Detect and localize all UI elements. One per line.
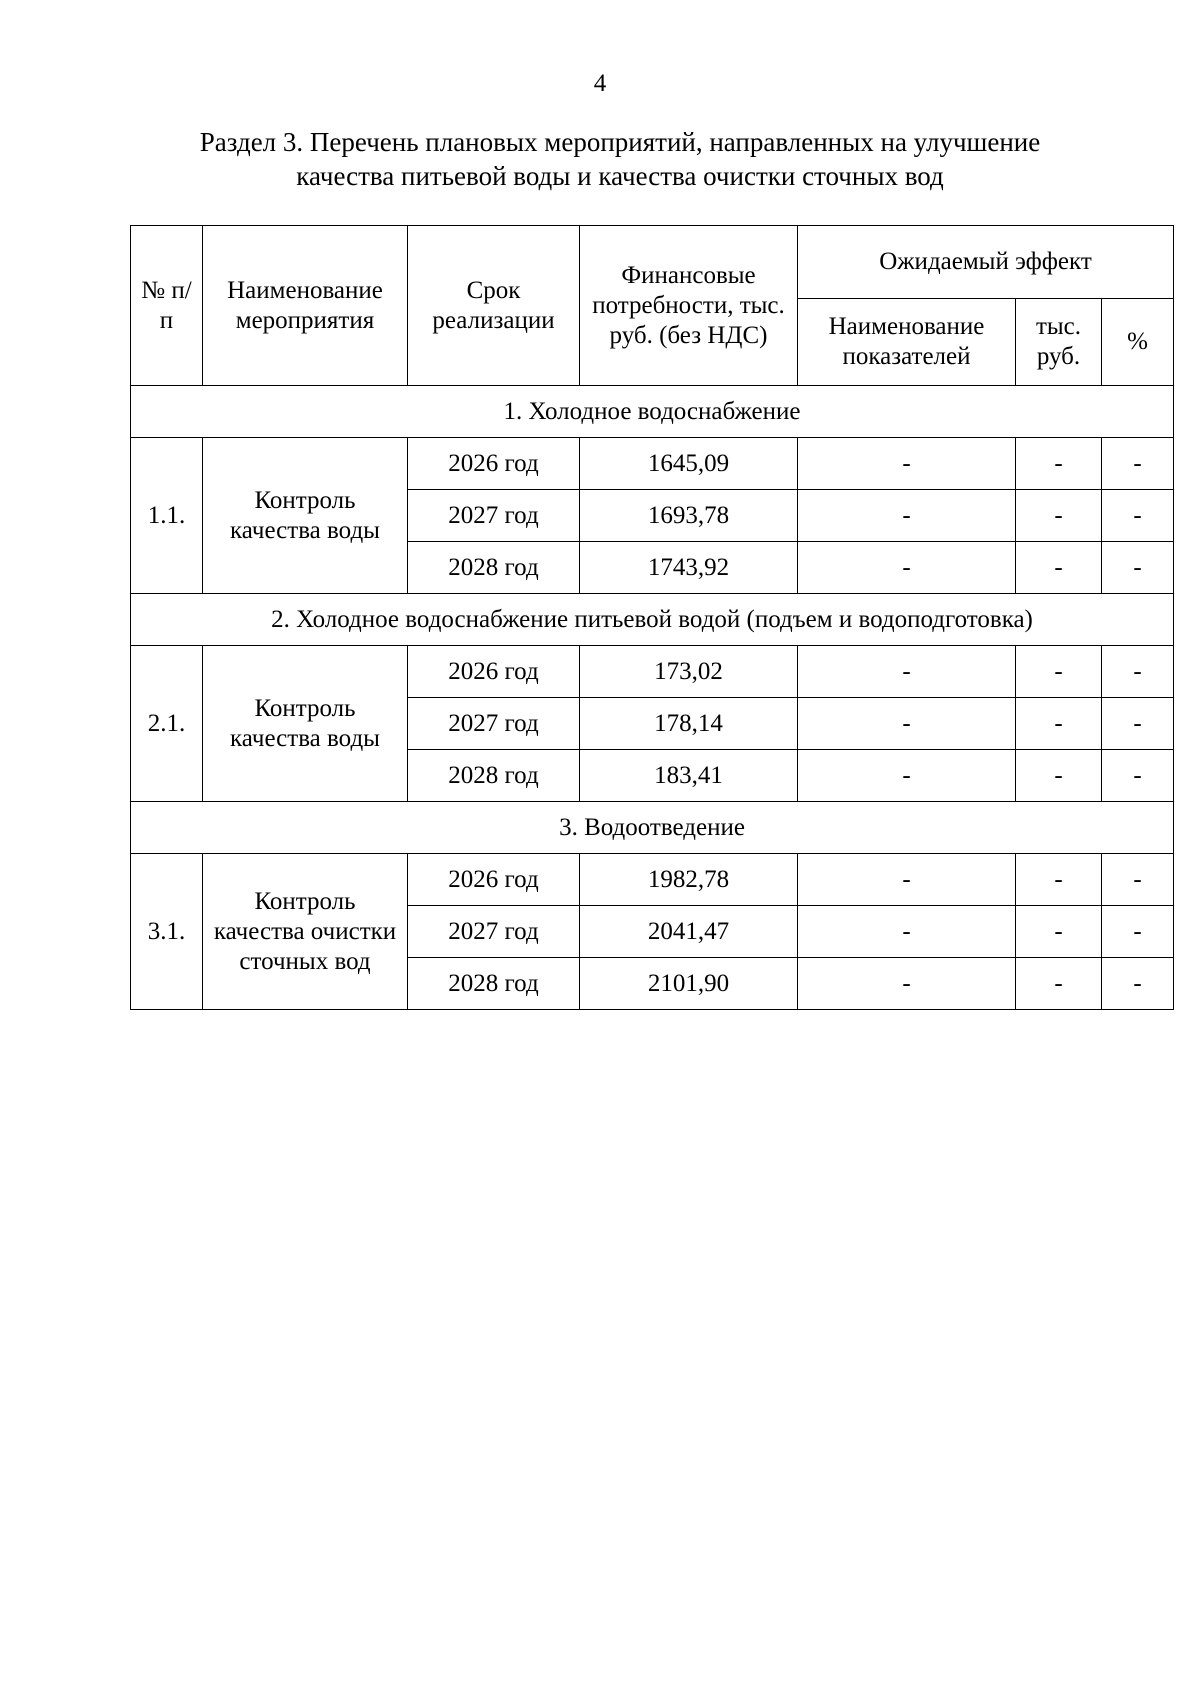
rub-cell: - [1016,490,1102,542]
indicator-cell: - [798,906,1016,958]
pct-cell: - [1102,854,1174,906]
indicator-cell: - [798,646,1016,698]
pct-cell: - [1102,438,1174,490]
header-num: № п/п [131,226,203,386]
finance-cell: 2101,90 [580,958,798,1010]
pct-cell: - [1102,698,1174,750]
rub-cell: - [1016,958,1102,1010]
indicator-cell: - [798,698,1016,750]
section-title-cell: 2. Холодное водоснабжение питьевой водой (подъем и водоподготовка) [131,594,1174,646]
rub-cell: - [1016,438,1102,490]
pct-cell: - [1102,490,1174,542]
finance-cell: 1743,92 [580,542,798,594]
year-cell: 2028 год [408,958,580,1010]
year-cell: 2026 год [408,854,580,906]
section-title [160,125,1080,193]
section-title-line-1: Раздел 3. Перечень плановых мероприятий, направленных на улучшение [199,127,1041,157]
pct-cell: - [1102,542,1174,594]
year-cell: 2028 год [408,750,580,802]
measure-name: Контроль качества воды [203,646,408,802]
header-pct: % [1102,299,1174,386]
indicator-cell: - [798,958,1016,1010]
header-rub: тыс. руб. [1016,299,1102,386]
measure-number: 3.1. [131,854,203,1010]
finance-cell: 1982,78 [580,854,798,906]
header-name: Наименование мероприятия [203,226,408,386]
measure-number: 1.1. [131,438,203,594]
header-effect: Ожидаемый эффект [798,226,1174,299]
header-finance: Финансовые потребности, тыс. руб. (без НДС) [580,226,798,386]
finance-cell: 1645,09 [580,438,798,490]
indicator-cell: - [798,542,1016,594]
table-row [131,646,1174,698]
finance-cell: 178,14 [580,698,798,750]
rub-cell: - [1016,854,1102,906]
header-indicator: Наименование показателей [798,299,1016,386]
finance-cell: 183,41 [580,750,798,802]
pct-cell: - [1102,646,1174,698]
table-body [131,386,1174,1010]
measures-table [130,225,1174,1010]
section-row [131,386,1174,438]
measure-name: Контроль качества воды [203,438,408,594]
year-cell: 2026 год [408,646,580,698]
page-number: 4 [593,70,607,97]
rub-cell: - [1016,906,1102,958]
rub-cell: - [1016,646,1102,698]
indicator-cell: - [798,750,1016,802]
rub-cell: - [1016,698,1102,750]
year-cell: 2028 год [408,542,580,594]
table-row [131,438,1174,490]
rub-cell: - [1016,750,1102,802]
measure-number: 2.1. [131,646,203,802]
indicator-cell: - [798,438,1016,490]
section-title-line-2: качества питьевой воды и качества очистки сточных вод [296,161,944,191]
indicator-cell: - [798,854,1016,906]
finance-cell: 173,02 [580,646,798,698]
year-cell: 2027 год [408,698,580,750]
pct-cell: - [1102,958,1174,1010]
finance-cell: 1693,78 [580,490,798,542]
section-title-cell: 1. Холодное водоснабжение [131,386,1174,438]
year-cell: 2027 год [408,490,580,542]
pct-cell: - [1102,906,1174,958]
pct-cell: - [1102,750,1174,802]
table-row [131,854,1174,906]
table-header-row [131,226,1174,299]
section-row [131,594,1174,646]
section-row [131,802,1174,854]
rub-cell: - [1016,542,1102,594]
header-term: Срок реализации [408,226,580,386]
finance-cell: 2041,47 [580,906,798,958]
year-cell: 2026 год [408,438,580,490]
year-cell: 2027 год [408,906,580,958]
measure-name: Контроль качества очистки сточных вод [203,854,408,1010]
indicator-cell: - [798,490,1016,542]
section-title-cell: 3. Водоотведение [131,802,1174,854]
